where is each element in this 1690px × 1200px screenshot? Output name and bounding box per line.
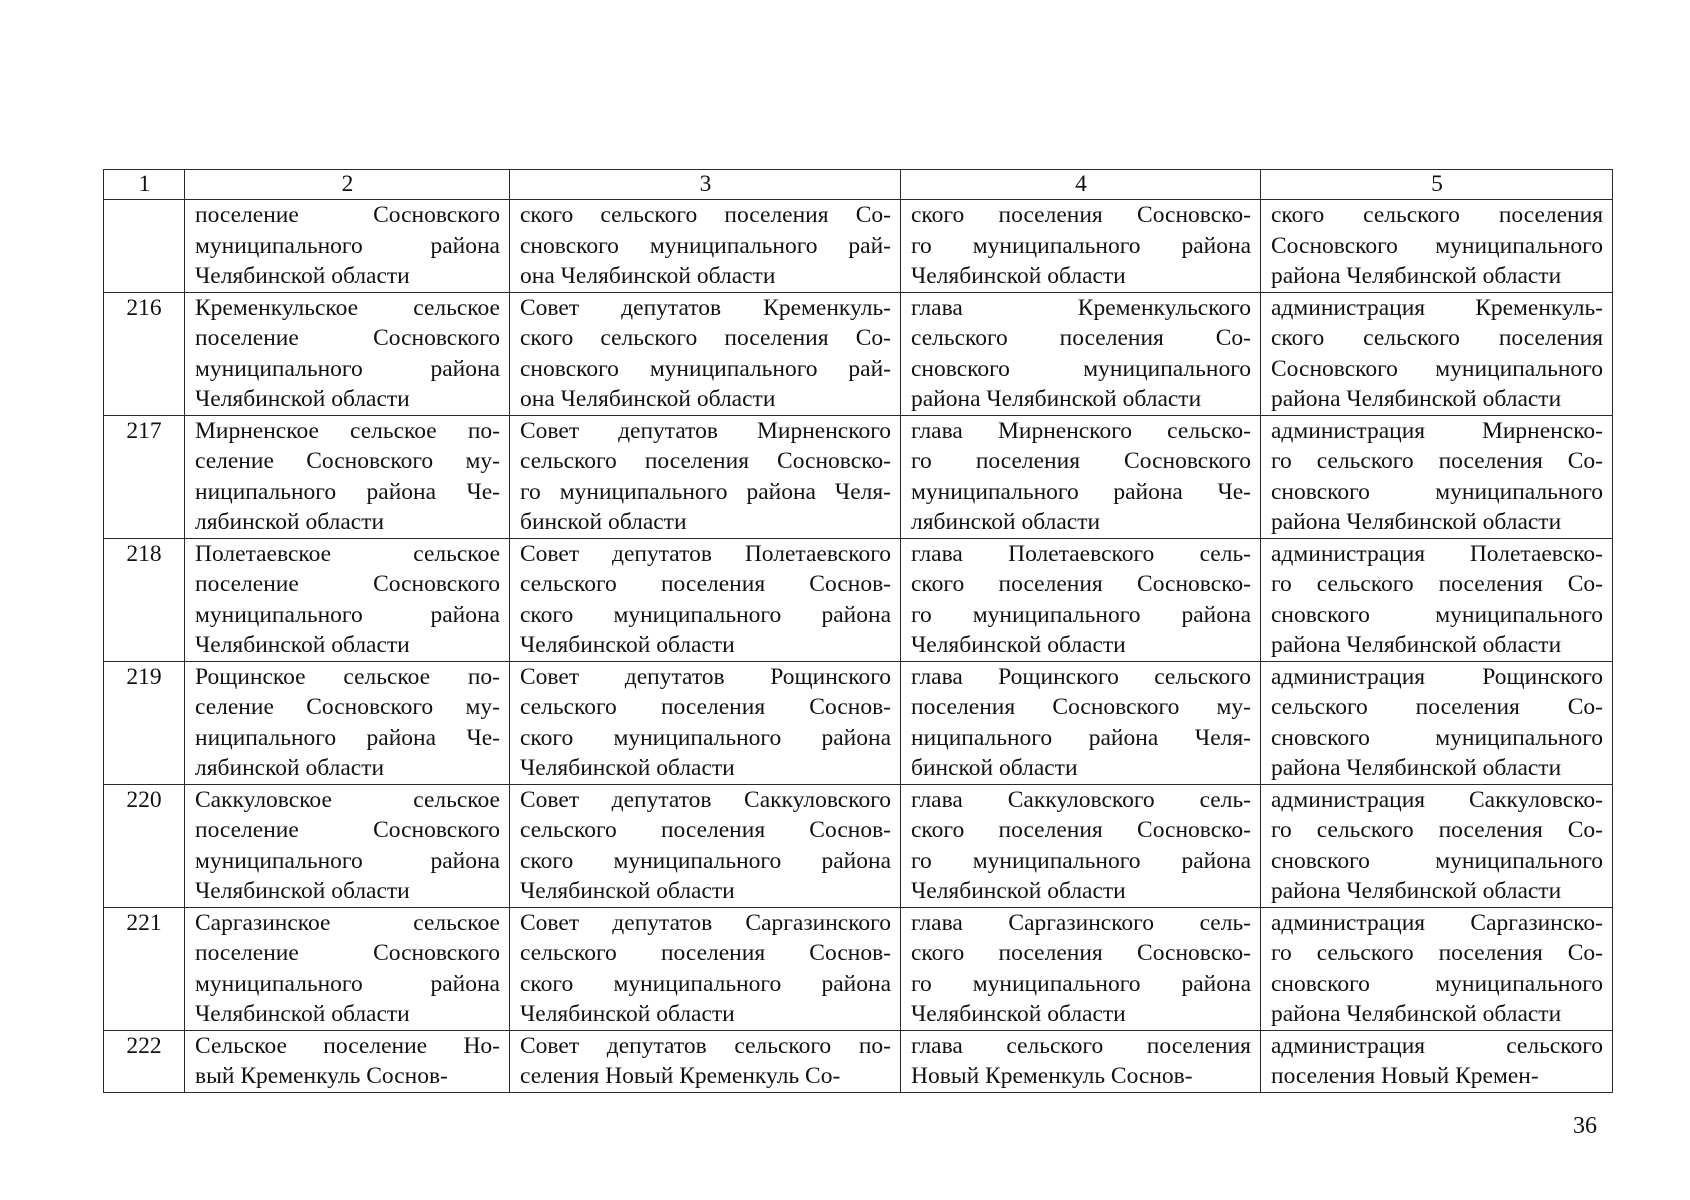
cell-text-line: селение Сосновского му- — [195, 448, 500, 474]
cell-text-line: она Челябинской области — [520, 263, 776, 289]
cell-text-line: го муниципального района Челя- — [520, 478, 891, 505]
row-number-cell: 220 — [104, 784, 185, 907]
cell-text-line: поселение Сосновского — [195, 325, 500, 351]
settlement-name-cell — [185, 1030, 510, 1092]
column-number-header: 2 — [185, 170, 510, 200]
cell-text-line: района Челябинской области — [1271, 263, 1562, 289]
head-cell — [901, 1030, 1261, 1092]
cell-text-line: ского поселения Сосновско- — [911, 202, 1251, 228]
cell-text-line: Челябинской области — [195, 1001, 410, 1027]
cell-text-line: сельского поселения Со- — [911, 325, 1251, 351]
cell-text-line: Челябинской области — [195, 386, 410, 412]
cell-text-line: муниципального района — [195, 970, 500, 997]
cell-text-line: сновского муниципального — [1271, 970, 1603, 997]
cell-text-line: Совет депутатов Кременкуль- — [520, 294, 891, 321]
cell-text-line: ского поселения Сосновско- — [911, 571, 1251, 597]
cell-text-line: го муниципального района — [911, 232, 1251, 259]
cell-text-line: Челябинской области — [520, 878, 735, 904]
table-row — [104, 200, 1613, 293]
head-cell — [901, 415, 1261, 538]
cell-text-line: администрация Кременкуль- — [1271, 294, 1603, 321]
settlement-name-cell — [185, 292, 510, 415]
column-number-header-row — [104, 170, 1613, 200]
cell-text-line: Совет депутатов Полетаевского — [520, 540, 891, 567]
cell-text-line: ниципального района Челя- — [911, 724, 1251, 751]
cell-text-line: сельского поселения Соснов- — [520, 571, 891, 597]
cell-text-line: бинской области — [520, 509, 687, 535]
cell-text-line: селение Сосновского му- — [195, 694, 500, 720]
cell-text-line: поселения Сосновского му- — [911, 694, 1251, 720]
settlement-name-cell — [185, 907, 510, 1030]
cell-text-line: глава Полетаевского сель- — [911, 540, 1251, 567]
head-cell — [901, 292, 1261, 415]
cell-text-line: муниципального района Че- — [911, 478, 1251, 505]
council-cell — [510, 907, 901, 1030]
cell-text-line: глава Саккуловского сель- — [911, 786, 1251, 813]
cell-text-line: Саргазинское сельское — [195, 909, 500, 936]
council-cell — [510, 538, 901, 661]
column-number-header: 5 — [1261, 170, 1613, 200]
council-cell — [510, 200, 901, 293]
cell-text-line: Новый Кременкуль Соснов- — [911, 1063, 1193, 1089]
cell-text-line: Челябинской области — [195, 878, 410, 904]
table-row — [104, 784, 1613, 907]
cell-text-line: района Челябинской области — [911, 386, 1202, 412]
cell-text-line: ского муниципального района — [520, 724, 891, 751]
cell-text-line: сновского муниципального рай- — [520, 355, 891, 382]
cell-text-line: сновского муниципального — [1271, 847, 1603, 874]
cell-text-line: ского муниципального района — [520, 847, 891, 874]
row-number-cell: 221 — [104, 907, 185, 1030]
cell-text-line: глава сельского поселения — [911, 1032, 1251, 1059]
cell-text-line: Сельское поселение Но- — [195, 1032, 500, 1059]
cell-text-line: поселение Сосновского — [195, 202, 500, 228]
cell-text-line: района Челябинской области — [1271, 1001, 1562, 1027]
cell-text-line: Челябинской области — [911, 632, 1126, 658]
head-cell — [901, 784, 1261, 907]
cell-text-line: сельского поселения Соснов- — [520, 940, 891, 966]
cell-text-line: сновского муниципального рай- — [520, 232, 891, 259]
administration-cell — [1261, 538, 1613, 661]
cell-text-line: поселение Сосновского — [195, 571, 500, 597]
settlement-name-cell — [185, 200, 510, 293]
cell-text-line: лябинской области — [911, 509, 1101, 535]
cell-text-line: ского муниципального района — [520, 601, 891, 628]
council-cell — [510, 415, 901, 538]
cell-text-line: Совет депутатов Саргазинского — [520, 909, 891, 936]
cell-text-line: администрация Саккуловско- — [1271, 786, 1603, 813]
cell-text-line: администрация сельского — [1271, 1032, 1603, 1059]
cell-text-line: Челябинской области — [911, 1001, 1126, 1027]
cell-text-line: лябинской области — [195, 755, 385, 781]
cell-text-line: го муниципального района — [911, 970, 1251, 997]
cell-text-line: сельского поселения Соснов- — [520, 817, 891, 843]
cell-text-line: Совет депутатов Рощинского — [520, 663, 891, 690]
head-cell — [901, 538, 1261, 661]
cell-text-line: го сельского поселения Со- — [1271, 940, 1603, 966]
cell-text-line: Совет депутатов сельского по- — [520, 1032, 891, 1059]
cell-text-line: администрация Мирненско- — [1271, 417, 1603, 444]
cell-text-line: селения Новый Кременкуль Со- — [520, 1063, 841, 1089]
cell-text-line: ского сельского поселения — [1271, 325, 1603, 351]
cell-text-line: сельского поселения Сосновско- — [520, 448, 891, 474]
council-cell — [510, 1030, 901, 1092]
administration-cell — [1261, 1030, 1613, 1092]
cell-text-line: Совет депутатов Саккуловского — [520, 786, 891, 813]
cell-text-line: Челябинской области — [911, 878, 1126, 904]
cell-text-line: муниципального района — [195, 232, 500, 259]
table-body — [104, 200, 1613, 1093]
cell-text-line: ского сельского поселения Со- — [520, 325, 891, 351]
cell-text-line: района Челябинской области — [1271, 755, 1562, 781]
cell-text-line: сельского поселения Соснов- — [520, 694, 891, 720]
cell-text-line: Сосновского муниципального — [1271, 232, 1603, 259]
cell-text-line: Челябинской области — [195, 632, 410, 658]
cell-text-line: Челябинской области — [911, 263, 1126, 289]
cell-text-line: глава Мирненского сельско- — [911, 417, 1251, 444]
table-row — [104, 538, 1613, 661]
column-number-header: 3 — [510, 170, 901, 200]
cell-text-line: района Челябинской области — [1271, 878, 1562, 904]
cell-text-line: сновского муниципального — [1271, 724, 1603, 751]
cell-text-line: глава Саргазинского сель- — [911, 909, 1251, 936]
cell-text-line: района Челябинской области — [1271, 386, 1562, 412]
cell-text-line: ского сельского поселения Со- — [520, 202, 891, 228]
settlement-name-cell — [185, 661, 510, 784]
cell-text-line: Сосновского муниципального — [1271, 355, 1603, 382]
administration-cell — [1261, 907, 1613, 1030]
column-number-header: 4 — [901, 170, 1261, 200]
cell-text-line: поселение Сосновского — [195, 817, 500, 843]
table-row — [104, 415, 1613, 538]
cell-text-line: го сельского поселения Со- — [1271, 817, 1603, 843]
cell-text-line: ского поселения Сосновско- — [911, 940, 1251, 966]
cell-text-line: Челябинской области — [520, 1001, 735, 1027]
cell-text-line: сельского поселения Со- — [1271, 694, 1603, 720]
row-number-cell: 217 — [104, 415, 185, 538]
administration-cell — [1261, 292, 1613, 415]
head-cell — [901, 907, 1261, 1030]
settlement-name-cell — [185, 538, 510, 661]
cell-text-line: го сельского поселения Со- — [1271, 571, 1603, 597]
cell-text-line: глава Кременкульского — [911, 294, 1251, 321]
cell-text-line: ского муниципального района — [520, 970, 891, 997]
council-cell — [510, 292, 901, 415]
cell-text-line: го муниципального района — [911, 601, 1251, 628]
cell-text-line: го поселения Сосновского — [911, 448, 1251, 474]
settlement-name-cell — [185, 415, 510, 538]
cell-text-line: ниципального района Че- — [195, 478, 500, 505]
cell-text-line: ского сельского поселения — [1271, 202, 1603, 228]
council-cell — [510, 661, 901, 784]
head-cell — [901, 200, 1261, 293]
table-row — [104, 907, 1613, 1030]
row-number-cell: 218 — [104, 538, 185, 661]
administration-cell — [1261, 200, 1613, 293]
cell-text-line: Челябинской области — [195, 263, 410, 289]
settlement-name-cell — [185, 784, 510, 907]
cell-text-line: го муниципального района — [911, 847, 1251, 874]
cell-text-line: она Челябинской области — [520, 386, 776, 412]
council-cell — [510, 784, 901, 907]
cell-text-line: Рощинское сельское по- — [195, 663, 500, 690]
head-cell — [901, 661, 1261, 784]
cell-text-line: муниципального района — [195, 601, 500, 628]
cell-text-line: муниципального района — [195, 355, 500, 382]
administration-cell — [1261, 661, 1613, 784]
cell-text-line: сновского муниципального — [911, 355, 1251, 382]
cell-text-line: Челябинской области — [520, 632, 735, 658]
row-number-cell: 219 — [104, 661, 185, 784]
cell-text-line: ниципального района Че- — [195, 724, 500, 751]
cell-text-line: лябинской области — [195, 509, 385, 535]
cell-text-line: администрация Рощинского — [1271, 663, 1603, 690]
cell-text-line: района Челябинской области — [1271, 509, 1562, 535]
administration-cell — [1261, 415, 1613, 538]
cell-text-line: сновского муниципального — [1271, 601, 1603, 628]
cell-text-line: ского поселения Сосновско- — [911, 817, 1251, 843]
cell-text-line: Полетаевское сельское — [195, 540, 500, 567]
table-row — [104, 292, 1613, 415]
row-number-cell: 216 — [104, 292, 185, 415]
cell-text-line: поселение Сосновского — [195, 940, 500, 966]
row-number-cell: 222 — [104, 1030, 185, 1092]
table-row — [104, 1030, 1613, 1092]
column-number-header: 1 — [104, 170, 185, 200]
table-row — [104, 661, 1613, 784]
cell-text-line: поселения Новый Кремен- — [1271, 1063, 1539, 1089]
municipal-bodies-table — [103, 169, 1613, 1093]
cell-text-line: муниципального района — [195, 847, 500, 874]
cell-text-line: администрация Саргазинско- — [1271, 909, 1603, 936]
cell-text-line: сновского муниципального — [1271, 478, 1603, 505]
cell-text-line: администрация Полетаевско- — [1271, 540, 1603, 567]
cell-text-line: Мирненское сельское по- — [195, 417, 500, 444]
cell-text-line: Челябинской области — [520, 755, 735, 781]
cell-text-line: глава Рощинского сельского — [911, 663, 1251, 690]
cell-text-line: го сельского поселения Со- — [1271, 448, 1603, 474]
cell-text-line: Саккуловское сельское — [195, 786, 500, 813]
cell-text-line: Кременкульское сельское — [195, 294, 500, 321]
cell-text-line: бинской области — [911, 755, 1078, 781]
cell-text-line: Совет депутатов Мирненского — [520, 417, 891, 444]
cell-text-line: района Челябинской области — [1271, 632, 1562, 658]
row-number-cell — [104, 200, 185, 293]
cell-text-line: вый Кременкуль Соснов- — [195, 1063, 448, 1089]
page-number: 36 — [1573, 1113, 1597, 1139]
administration-cell — [1261, 784, 1613, 907]
